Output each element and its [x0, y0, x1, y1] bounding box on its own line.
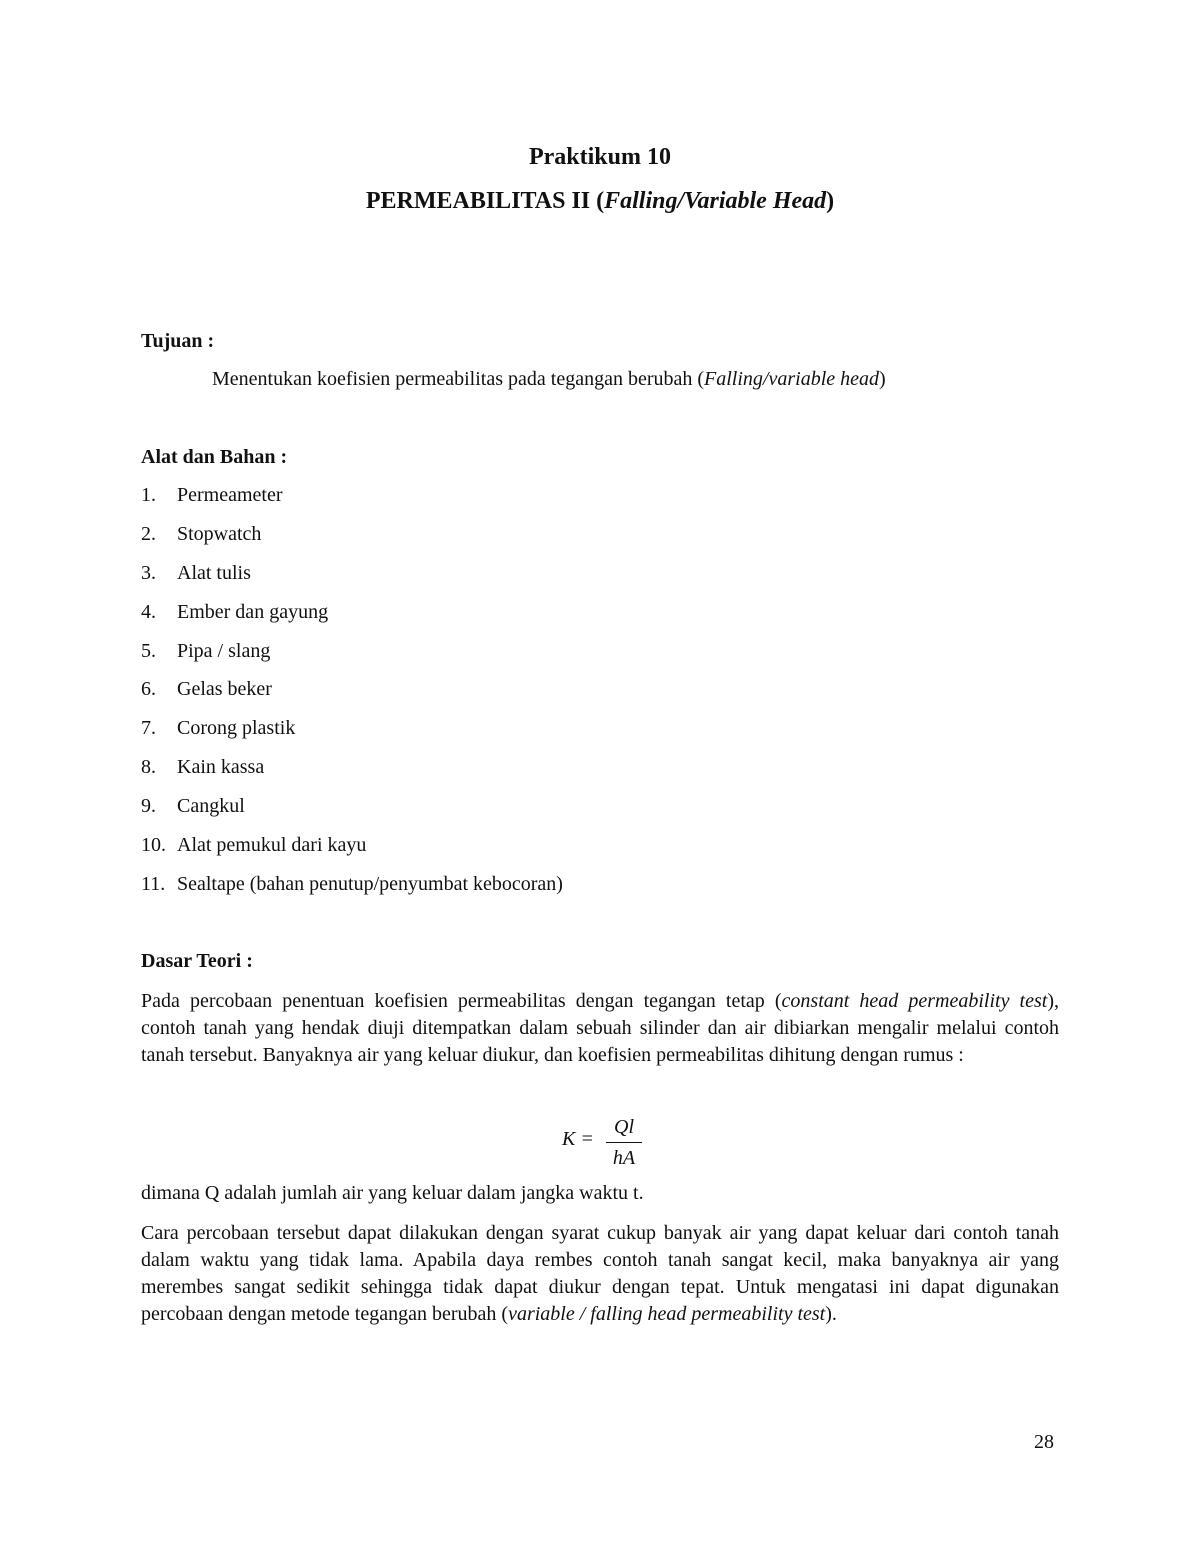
- p1-italic: constant head permeability test: [781, 990, 1048, 1012]
- list-item-label: Alat pemukul dari kayu: [177, 834, 367, 857]
- equipment-list: [141, 480, 563, 908]
- title-suffix: ): [826, 188, 835, 214]
- list-item-number: 3.: [141, 561, 156, 584]
- dasar-teori-heading: Dasar Teori :: [141, 950, 253, 972]
- list-item-label: Corong plastik: [177, 717, 296, 740]
- p1-part-a: Pada percobaan penentuan koefisien permeabilitas dengan tegangan tetap (: [141, 990, 782, 1012]
- list-item-number: 5.: [141, 639, 156, 662]
- list-item-label: Gelas beker: [177, 678, 272, 701]
- tujuan-text-suffix: ): [879, 368, 886, 390]
- p1-part-b: ), contoh tanah yang hendak diuji ditempatkan dalam sebuah silinder dan air dibiarkan mengalir melalui contoh tanah tersebut. Banyaknya air yang keluar diukur, dan koefisien permeabilitas dihitung dengan rumus :: [141, 990, 1060, 1066]
- list-item-label: Permeameter: [177, 484, 283, 506]
- list-item-number: 7.: [141, 717, 156, 740]
- list-item: [141, 636, 563, 675]
- list-item: [141, 558, 563, 597]
- list-item-number: 10.: [141, 834, 166, 857]
- list-item-number: 1.: [141, 484, 156, 506]
- practicum-topic-title: [0, 188, 1200, 215]
- theory-paragraph-1: [141, 988, 1059, 1069]
- list-item: [141, 480, 563, 519]
- list-item-label: Kain kassa: [177, 756, 265, 779]
- list-item-label: Stopwatch: [177, 522, 262, 545]
- list-item: [141, 830, 563, 869]
- p3-part-a: Cara percobaan tersebut dapat dilakukan dengan syarat cukup banyak air yang dapat keluar dari contoh tanah dalam waktu yang tidak lama. Apabila daya rembes contoh tanah sangat kecil, maka banyaknya air yang merembes sangat sedikit sehingga tidak dapat diukur dengan tepat. Untuk mengatasi ini dapat digunakan percobaan dengan metode tegangan berubah (: [141, 1222, 1059, 1325]
- formula-fraction: [606, 1114, 642, 1171]
- tujuan-text: [212, 368, 886, 391]
- list-item-number: 2.: [141, 522, 156, 545]
- list-item: [141, 674, 563, 713]
- list-item: [141, 752, 563, 791]
- list-item: [141, 791, 563, 830]
- title-prefix: PERMEABILITAS II (: [365, 188, 605, 214]
- list-item-label: Ember dan gayung: [177, 600, 329, 623]
- list-item-number: 4.: [141, 600, 156, 623]
- list-item-label: Cangkul: [177, 795, 245, 818]
- alat-heading: Alat dan Bahan :: [141, 446, 288, 468]
- tujuan-heading: Tujuan :: [141, 330, 215, 352]
- formula-numerator: Ql: [614, 1116, 634, 1138]
- page-number: 28: [1034, 1431, 1054, 1453]
- list-item-label: Pipa / slang: [177, 639, 271, 662]
- permeability-formula: [562, 1114, 642, 1170]
- tujuan-text-italic: Falling/variable head: [704, 368, 880, 390]
- list-item: [141, 519, 563, 558]
- list-item: [141, 869, 563, 908]
- theory-paragraph-2: dimana Q adalah jumlah air yang keluar dalam jangka waktu t.: [141, 1182, 644, 1204]
- list-item-number: 11.: [141, 872, 166, 895]
- list-item: [141, 597, 563, 636]
- list-item: [141, 713, 563, 752]
- fraction-bar: [606, 1142, 642, 1143]
- tujuan-text-prefix: Menentukan koefisien permeabilitas pada tegangan berubah (: [212, 368, 705, 390]
- formula-denominator: hA: [612, 1147, 636, 1169]
- list-item-number: 6.: [141, 678, 156, 701]
- list-item-label: Sealtape (bahan penutup/penyumbat kebocoran): [177, 872, 563, 895]
- list-item-number: 8.: [141, 756, 156, 779]
- title-italic: Falling/Variable Head: [604, 188, 827, 214]
- list-item-number: 9.: [141, 795, 156, 818]
- p3-part-b: ).: [825, 1303, 837, 1325]
- formula-lhs: K =: [562, 1128, 594, 1150]
- practicum-number-title: Praktikum 10: [528, 144, 671, 170]
- p3-italic: variable / falling head permeability test: [508, 1303, 826, 1325]
- theory-paragraph-3: [141, 1220, 1059, 1328]
- list-item-label: Alat tulis: [177, 561, 251, 584]
